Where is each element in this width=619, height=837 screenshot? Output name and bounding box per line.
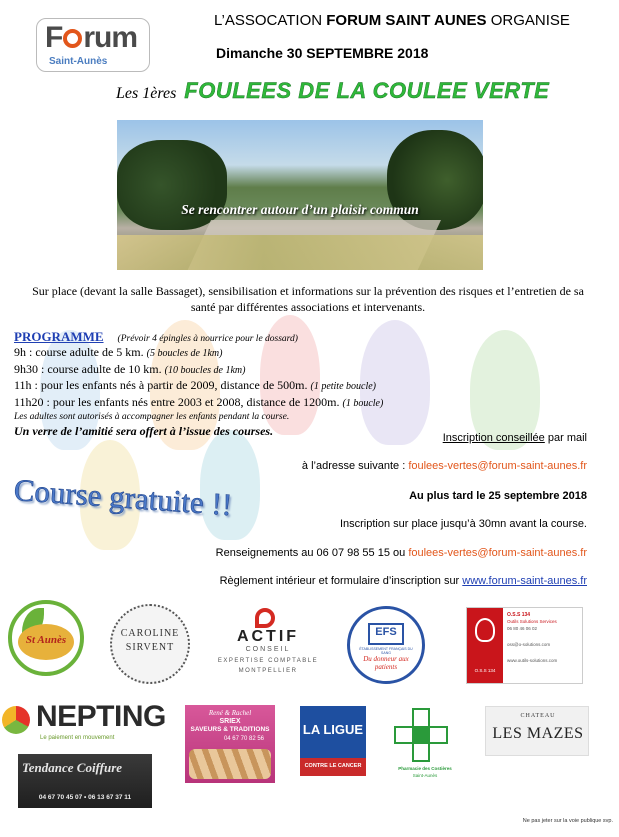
forum-logo-sub: Saint-Aunès [49, 56, 108, 67]
ligue-logo [300, 706, 366, 776]
oss-small: O.S.S 134 [474, 668, 496, 673]
caroline-text: CAROLINE [120, 628, 180, 639]
forum-logo [36, 18, 150, 72]
oss-web: www.outils-solutions.com [507, 658, 558, 663]
sriex-phone: 04 67 70 82 56 [223, 736, 265, 742]
sur-place: Inscription sur place jusqu’à 30mn avant la course. [339, 518, 587, 530]
intro-text: Sur place (devant la salle Bassaget), sensibilisation et informations sur la prévention des risques et l’entretien de sa santé par différentes associations et intervenants. [32, 284, 584, 314]
course-gratuite: Course gratuite !! [12, 472, 234, 523]
org-suffix: ORGANISE [486, 12, 570, 29]
efs-text: EFS [375, 626, 397, 638]
sriex-line2: SRIEX [219, 718, 241, 725]
title-prefix: Les 1ères [116, 85, 177, 102]
email-link-2[interactable]: foulees-vertes@forum-saint-aunes.fr [408, 547, 587, 559]
line-note: (1 petite boucle) [310, 381, 377, 393]
bulb-icon [475, 618, 495, 642]
efs-slogan: Du donneur aux patients [363, 655, 409, 671]
adults-note: Les adultes sont autorisés à accompagner les enfants pendant la course. [14, 412, 290, 423]
efs-logo [347, 606, 425, 684]
forum-logo-o [63, 29, 82, 48]
adresse-line [167, 460, 587, 490]
website-link[interactable]: www.forum-saint-aunes.fr [462, 575, 587, 587]
oss134-logo [466, 607, 583, 684]
programme-line [14, 345, 383, 362]
line-text: 11h20 : pour les enfants nés entre 2003 et 2008, distance de 1200m. [14, 394, 343, 409]
programme-heading: PROGRAMME [14, 329, 104, 344]
event-title [116, 78, 549, 104]
oss-email: oss@o-solutions.com [507, 642, 551, 647]
pharmacie-logo [392, 704, 462, 784]
adresse-label: à l’adresse suivante : [301, 460, 409, 472]
oss-name: Outils Solutions Services [507, 619, 557, 624]
renseignements-line [167, 547, 587, 575]
renseignements: Renseignements au 06 07 98 55 15 ou [215, 547, 409, 559]
mazes-main: LES MAZES [492, 725, 584, 742]
actif-name: ACTIF [236, 628, 300, 645]
nepting-sub: Le paiement en mouvement [40, 735, 115, 741]
efs-sub: ÉTABLISSEMENT FRANÇAIS DU SANG [359, 647, 413, 655]
pharmacie-line1: Pharmacie des Costières [398, 766, 452, 771]
line-note: (10 boucles de 1km) [164, 364, 246, 376]
actif-sub: CONSEIL [245, 646, 291, 653]
park-photo [117, 120, 483, 270]
inscription-conseillee: Inscription conseillée [442, 432, 545, 444]
org-line [214, 12, 570, 29]
line-text: 9h : course adulte de 5 km. [14, 345, 147, 359]
reglement-line [167, 575, 587, 587]
programme-line [14, 362, 383, 379]
st-aunes-text: St Aunès [25, 634, 67, 646]
bread-image [189, 749, 271, 779]
inscription-block [167, 432, 587, 587]
chateau-les-mazes-logo [485, 706, 589, 756]
programme-header [14, 328, 298, 346]
line-text: 11h : pour les enfants nés à partir de 2009, distance de 500m. [14, 378, 311, 393]
ligue-main: LA LIGUE [302, 722, 364, 737]
programme-line [14, 395, 383, 412]
deadline: Au plus tard le 25 septembre 2018 [409, 490, 587, 502]
friendship-note: Un verre de l’amitié sera offert à l’issue des courses. [14, 424, 274, 439]
inscription-line [167, 432, 587, 460]
nepting-text: NEPTING [36, 702, 166, 733]
line-note: (1 boucle) [342, 397, 384, 409]
sriex-line3: SAVEURS & TRADITIONS [190, 726, 270, 733]
actif-swoosh-icon [255, 608, 275, 628]
footer-note: Ne pas jeter sur la voie publique svp. [522, 818, 613, 824]
forum-logo-f: F [45, 21, 63, 54]
actif-logo [203, 608, 333, 680]
tendance-phones: 04 67 70 45 07 • 06 13 67 37 11 [38, 794, 132, 801]
st-aunes-logo [8, 600, 84, 676]
actif-line1: EXPERTISE COMPTABLE [217, 658, 319, 664]
pharmacy-cross-fill [414, 728, 428, 742]
email-link[interactable]: foulees-vertes@forum-saint-aunes.fr [408, 460, 587, 472]
event-date: Dimanche 30 SEPTEMBRE 2018 [216, 45, 429, 61]
lawn [117, 235, 483, 270]
sriex-logo [185, 705, 275, 783]
actif-line2: MONTPELLIER [238, 668, 298, 674]
mazes-top: CHATEAU [520, 713, 556, 719]
programme-line [14, 378, 383, 395]
nepting-logo [2, 702, 170, 746]
sriex-line1: René & Rachel [208, 709, 252, 717]
tendance-coiffure-logo [18, 754, 152, 808]
oss-phone: 06 80 46 06 02 [507, 626, 538, 631]
programme-note: (Prévoir 4 épingles à nourrice pour le dossard) [117, 334, 298, 344]
title-main: FOULEES DE LA COULEE VERTE [184, 78, 550, 103]
org-prefix: L’ASSOCATION [214, 12, 327, 29]
org-name: FORUM SAINT AUNES [326, 12, 487, 29]
sirvent-text: SIRVENT [125, 642, 175, 653]
line-note: (5 boucles de 1km) [146, 348, 223, 359]
ligue-sub: CONTRE LE CANCER [304, 763, 362, 769]
par-mail: par mail [544, 432, 587, 444]
line-text: 9h30 : course adulte de 10 km. [14, 361, 165, 376]
pharmacie-line2: Saint-Aunès [412, 773, 438, 778]
programme-list [14, 345, 383, 440]
nepting-swirl-icon [2, 706, 30, 734]
caroline-sirvent-logo [110, 604, 190, 684]
photo-caption: Se rencontrer autour d’un plaisir commun [181, 202, 419, 217]
tendance-name: Tendance Coiffure [22, 760, 123, 775]
forum-logo-rest: rum [83, 21, 138, 54]
oss-code: O.S.S 134 [507, 612, 531, 618]
reglement: Règlement intérieur et formulaire d’inscription sur [219, 575, 463, 587]
